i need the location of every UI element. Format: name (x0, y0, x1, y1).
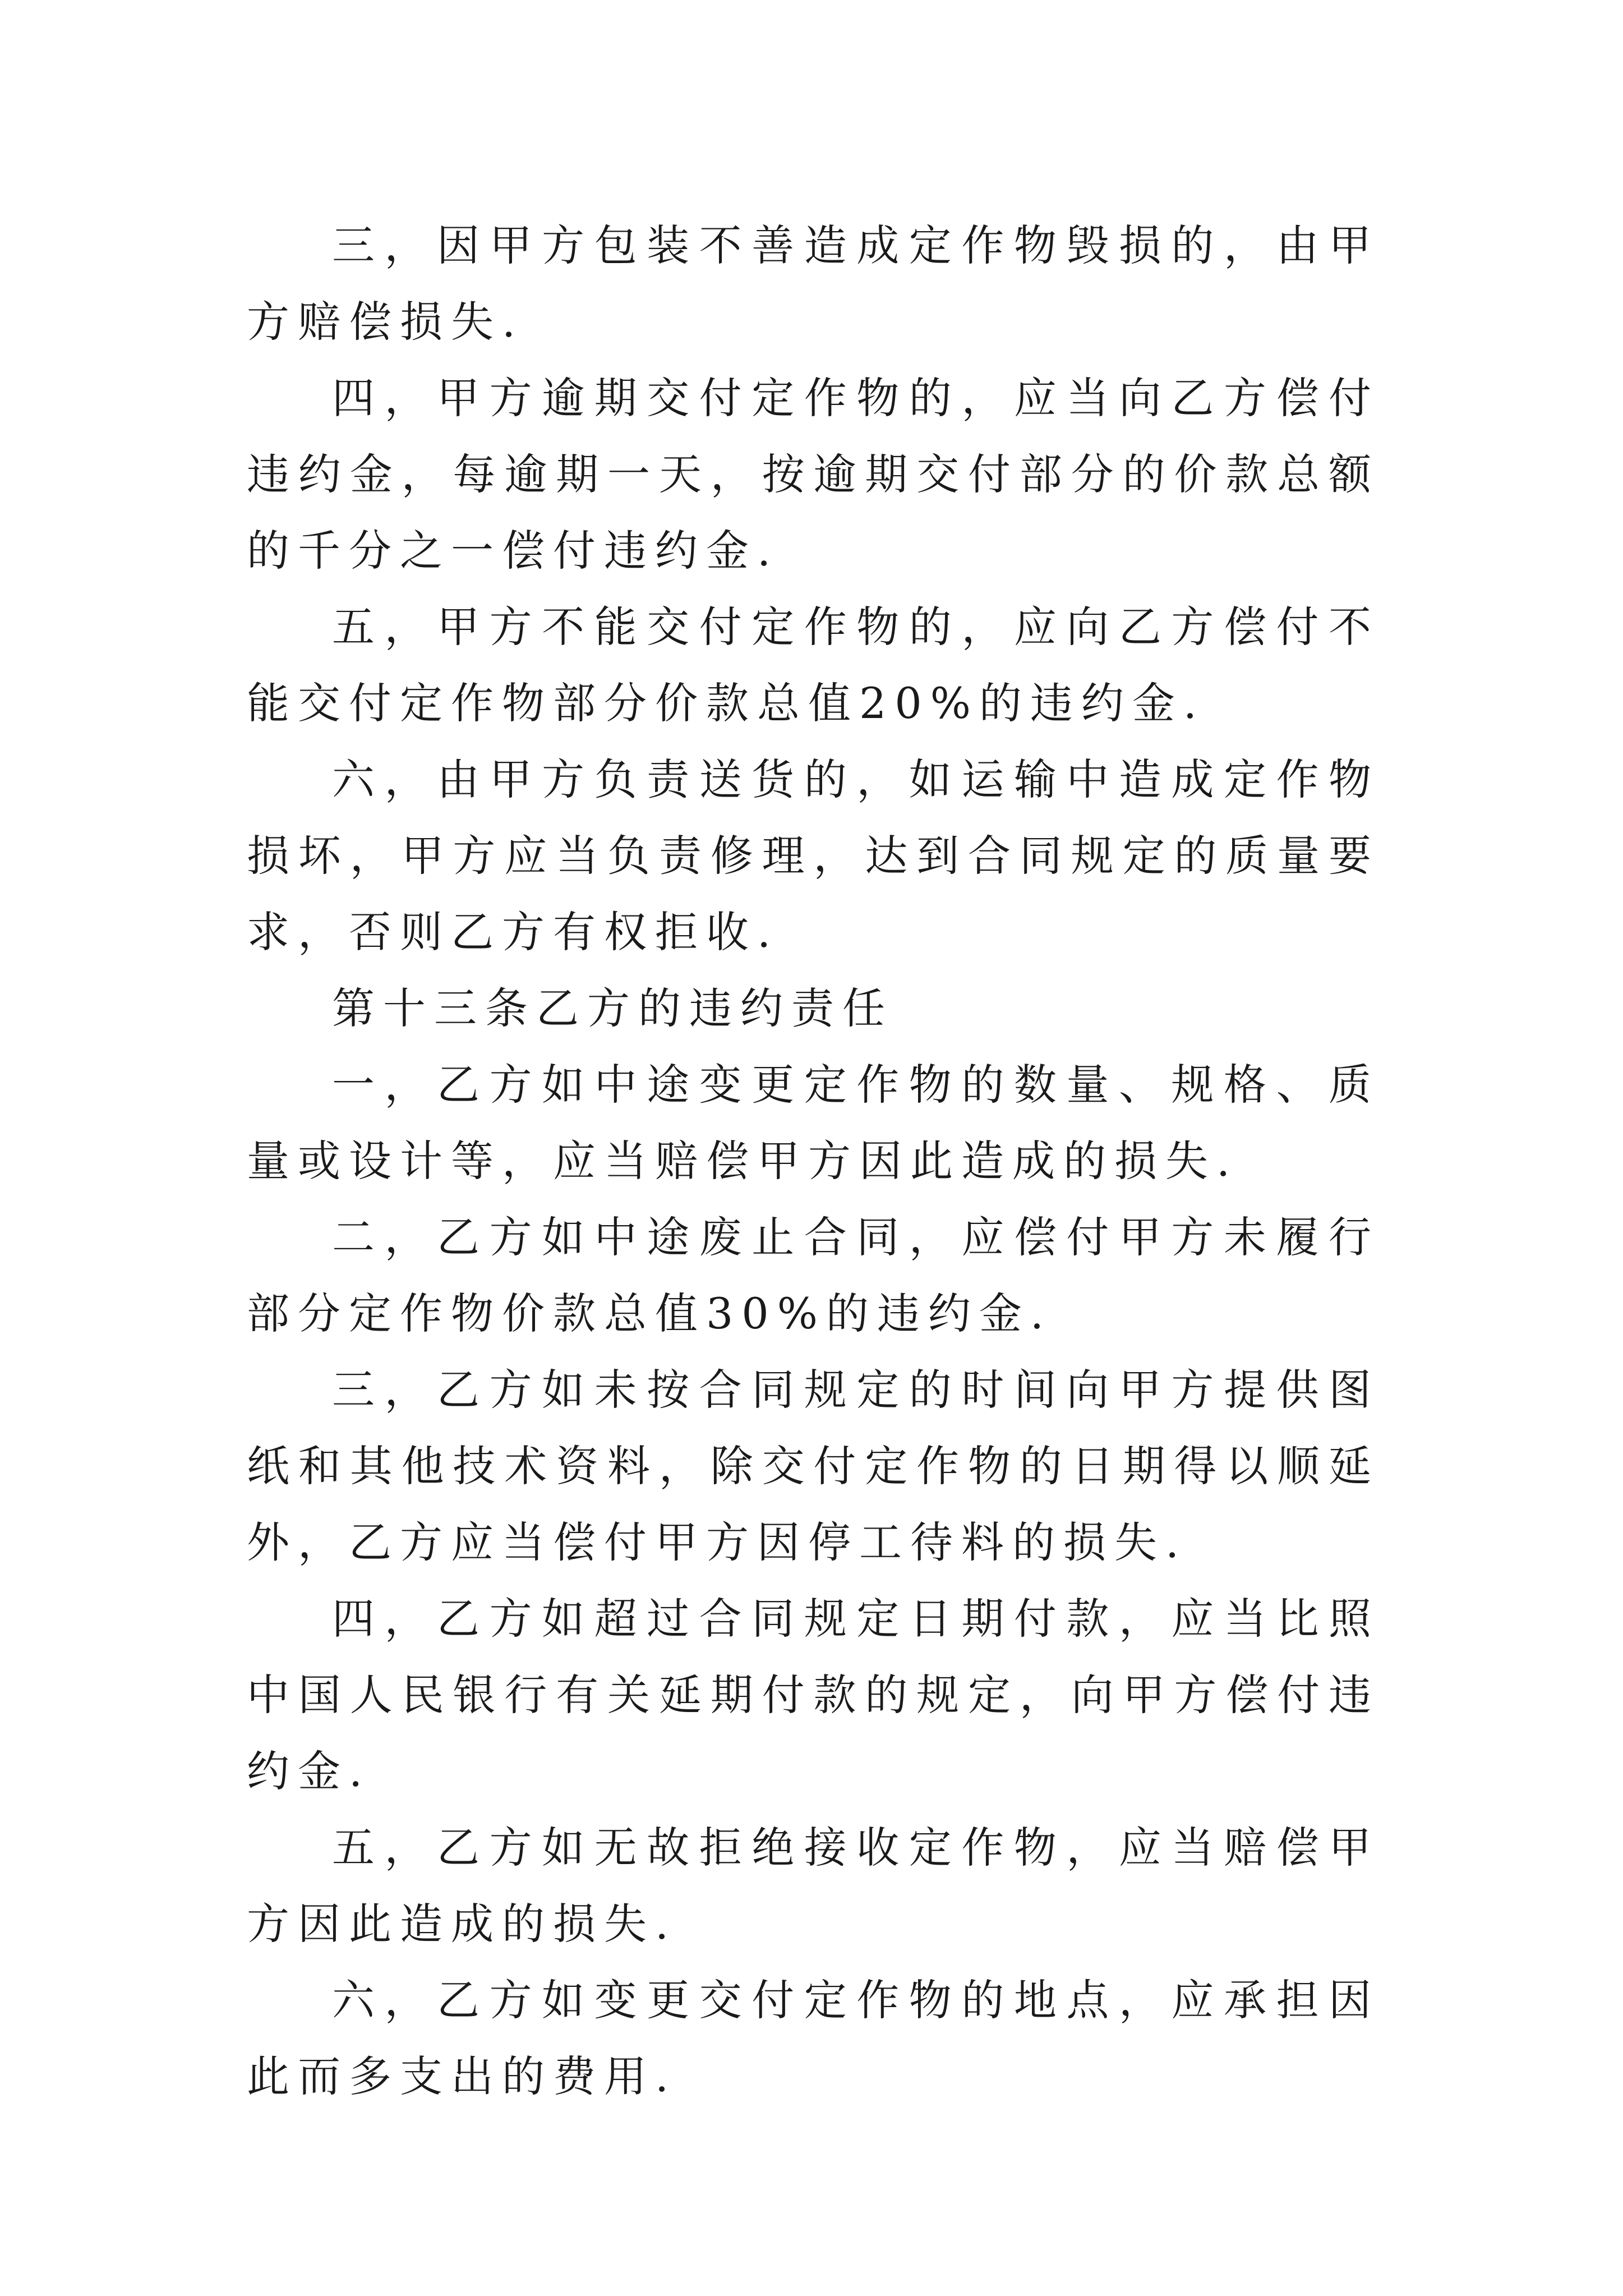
clause-paragraph: 五，甲方不能交付定作物的，应向乙方偿付不能交付定作物部分价款总值20%的违约金. (247, 602, 1380, 728)
clause-paragraph: 三，因甲方包装不善造成定作物毁损的，由甲方赔偿损失. (247, 220, 1380, 347)
document-body (247, 208, 1380, 2115)
clause-paragraph: 五，乙方如无故拒绝接收定作物，应当赔偿甲方因此造成的损失. (247, 1823, 1380, 1949)
clause-paragraph: 一，乙方如中途变更定作物的数量、规格、质量或设计等，应当赔偿甲方因此造成的损失. (247, 1060, 1380, 1186)
clause-paragraph: 三，乙方如未按合同规定的时间向甲方提供图纸和其他技术资料，除交付定作物的日期得以顺延外，乙方应当偿付甲方因停工待料的损失. (247, 1365, 1380, 1567)
section-heading: 第十三条乙方的违约责任 (332, 983, 893, 1033)
clause-paragraph: 四，甲方逾期交付定作物的，应当向乙方偿付违约金，每逾期一天，按逾期交付部分的价款总额的千分之一偿付违约金. (247, 373, 1380, 576)
clause-paragraph: 四，乙方如超过合同规定日期付款，应当比照中国人民银行有关延期付款的规定，向甲方偿付违约金. (247, 1594, 1380, 1796)
clause-paragraph: 六，由甲方负责送货的，如运输中造成定作物损坏，甲方应当负责修理，达到合同规定的质量要求，否则乙方有权拒收. (247, 754, 1380, 957)
clause-paragraph: 六，乙方如变更交付定作物的地点，应承担因此而多支出的费用. (247, 1975, 1380, 2101)
clause-paragraph: 二，乙方如中途废止合同，应偿付甲方未履行部分定作物价款总值30%的违约金. (247, 1212, 1380, 1338)
